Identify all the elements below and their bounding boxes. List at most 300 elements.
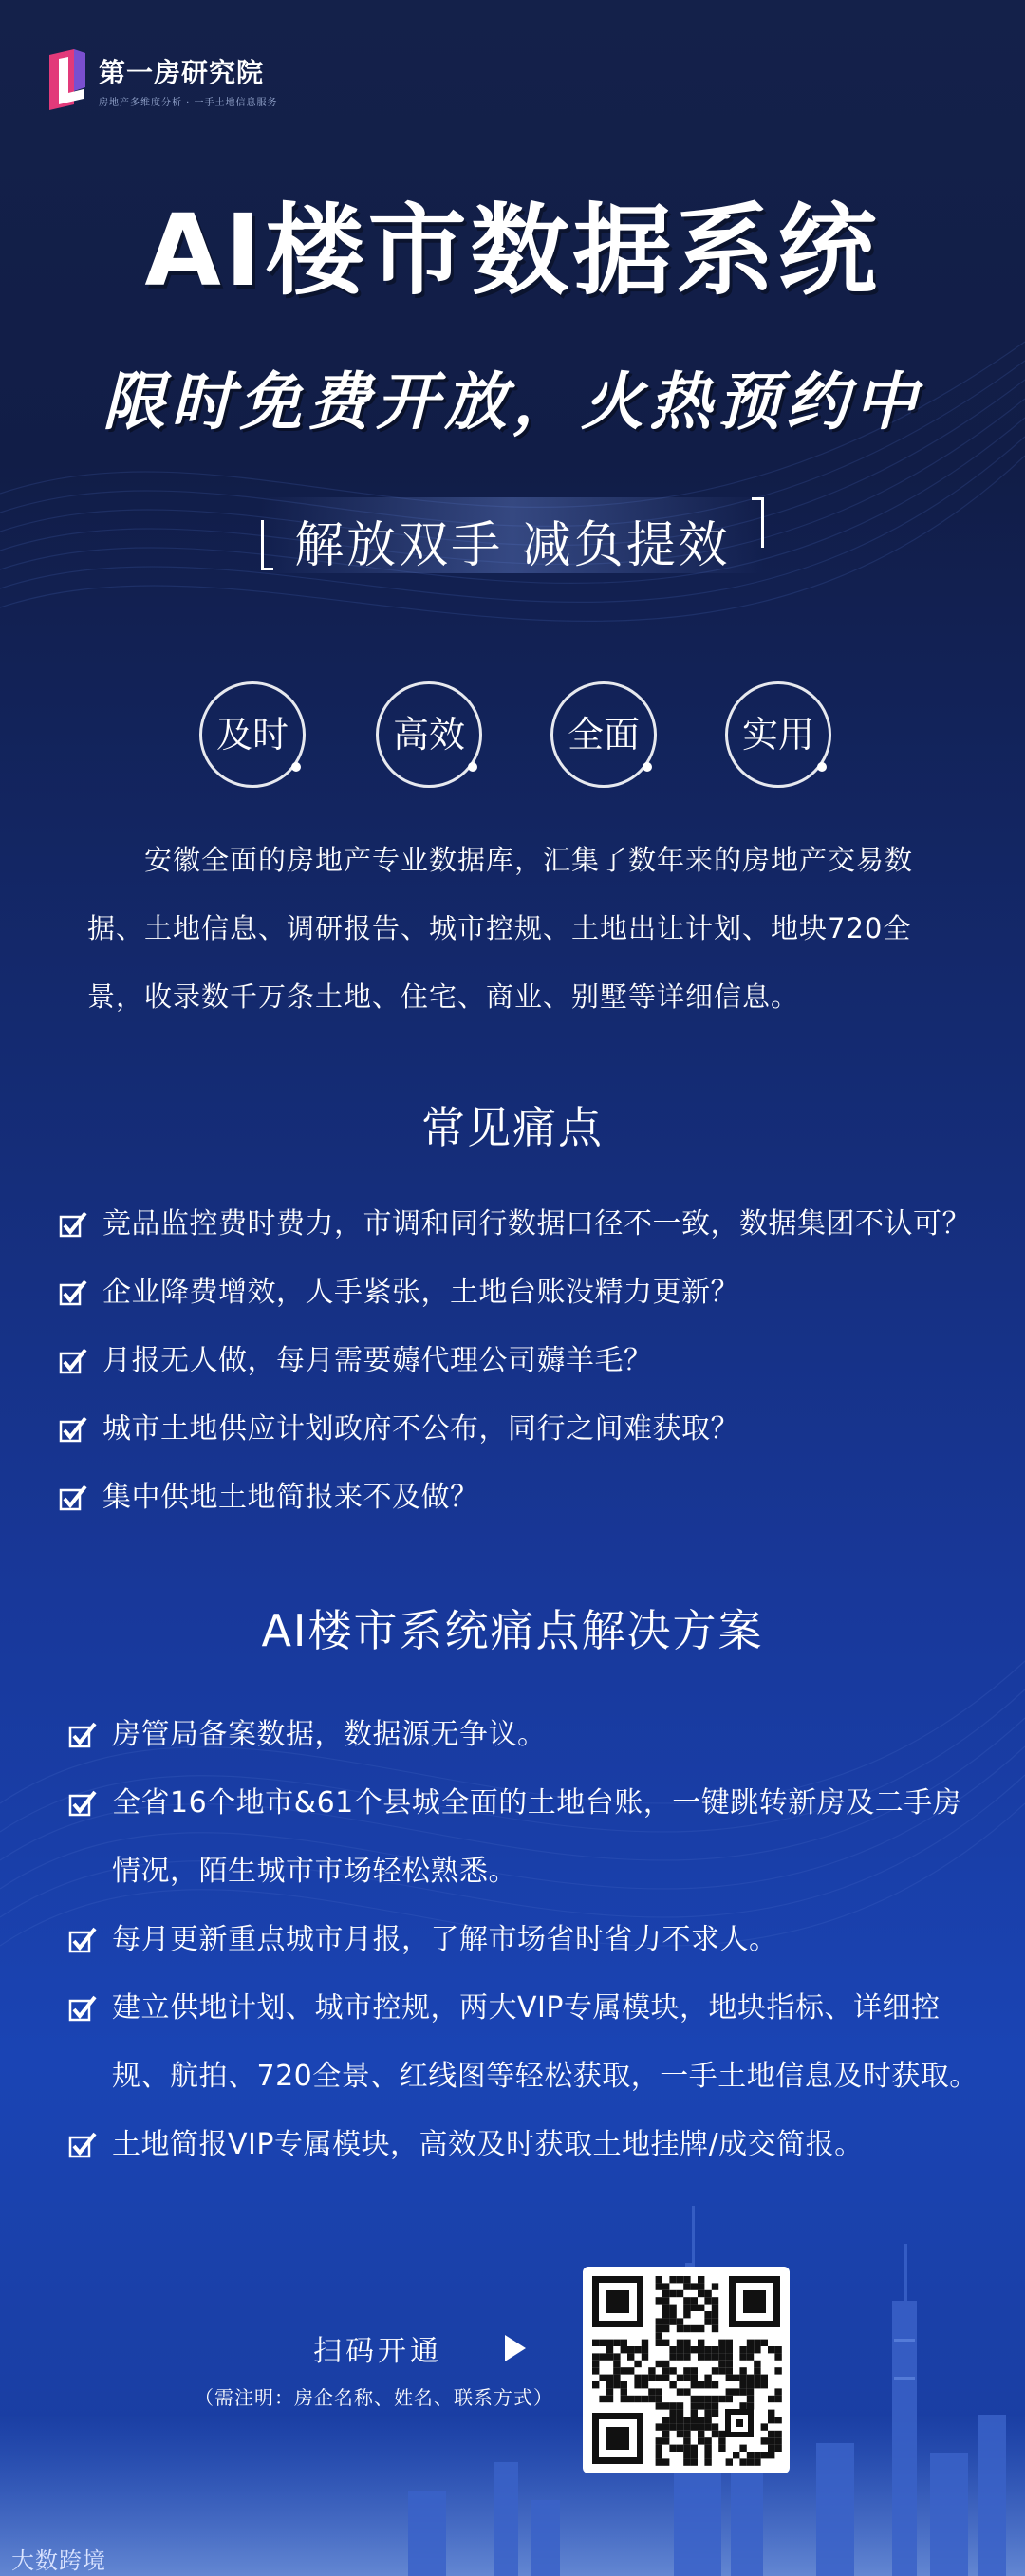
qr-module (656, 2445, 662, 2452)
qr-module (656, 2375, 662, 2381)
solution-text: 全省16个地市&61个县城全面的土地台账，一键跳转新房及二手房情况，陌生城市市场轻松熟悉。 (112, 1786, 962, 1888)
qr-module (704, 2458, 711, 2465)
qr-module (621, 2367, 627, 2374)
qr-module (712, 2431, 718, 2437)
footer-watermark: 大数跨境 (11, 2548, 106, 2574)
qr-module (669, 2353, 676, 2360)
qr-module (627, 2353, 634, 2360)
qr-module (634, 2381, 641, 2388)
qr-module (754, 2458, 760, 2465)
checkbox-checked-icon (68, 2132, 97, 2160)
qr-module (683, 2367, 690, 2374)
list-item (59, 1259, 979, 1327)
qr-module (726, 2346, 733, 2353)
qr-module (677, 2388, 683, 2395)
qr-module (662, 2431, 669, 2437)
qr-module (739, 2375, 746, 2381)
qr-module (662, 2283, 669, 2289)
qr-module (621, 2388, 627, 2395)
qr-module (656, 2340, 662, 2346)
qr-module (733, 2388, 739, 2395)
qr-module (634, 2346, 641, 2353)
tagline-banner (261, 497, 764, 573)
qr-module (747, 2452, 754, 2458)
qr-module (642, 2381, 648, 2388)
qr-module (606, 2346, 613, 2353)
qr-module (677, 2325, 683, 2332)
pain-points-list (59, 1190, 979, 1532)
dot-icon (643, 762, 652, 772)
qr-code[interactable] (583, 2267, 790, 2473)
qr-module (704, 2423, 711, 2430)
qr-module (698, 2283, 704, 2289)
qr-module (704, 2290, 711, 2297)
feature-label: 全面 (567, 714, 640, 756)
bracket-right-decoration (752, 497, 764, 548)
qr-module (747, 2396, 754, 2402)
qr-module (683, 2305, 690, 2311)
qr-module (677, 2318, 683, 2324)
qr-module (768, 2396, 774, 2402)
qr-module (613, 2375, 620, 2381)
qr-module (669, 2417, 676, 2423)
qr-module (739, 2445, 746, 2452)
qr-module (683, 2458, 690, 2465)
qr-module (726, 2367, 733, 2374)
qr-module (739, 2353, 746, 2360)
qr-module (698, 2437, 704, 2444)
qr-module (712, 2381, 718, 2388)
qr-module (726, 2458, 733, 2465)
pain-point-text: 城市土地供应计划政府不公布，同行之间难获取？ (102, 1412, 739, 1446)
qr-module (662, 2340, 669, 2346)
qr-module (698, 2381, 704, 2388)
qr-module (698, 2396, 704, 2402)
qr-module (683, 2340, 690, 2346)
qr-module (704, 2452, 711, 2458)
qr-module (656, 2423, 662, 2430)
qr-module (698, 2276, 704, 2283)
qr-module (669, 2346, 676, 2353)
list-item (68, 2111, 979, 2179)
dot-icon (817, 762, 827, 772)
list-item (59, 1190, 979, 1259)
qr-module (698, 2325, 704, 2332)
checkbox-checked-icon (59, 1211, 87, 1240)
checkbox-checked-icon (68, 1995, 97, 2024)
qr-module (768, 2431, 774, 2437)
qr-module (704, 2353, 711, 2360)
qr-module (677, 2402, 683, 2409)
qr-module (768, 2410, 774, 2417)
qr-module (718, 2445, 725, 2452)
qr-module (683, 2431, 690, 2437)
qr-module (669, 2318, 676, 2324)
qr-module (599, 2375, 606, 2381)
qr-module (691, 2305, 698, 2311)
qr-module (691, 2445, 698, 2452)
qr-module (739, 2388, 746, 2395)
qr-module (754, 2375, 760, 2381)
qr-module (691, 2423, 698, 2430)
qr-module (704, 2445, 711, 2452)
qr-module (606, 2396, 613, 2402)
intro-paragraph: 安徽全面的房地产专业数据库，汇集了数年来的房地产交易数据、土地信息、调研报告、城市控规、土地出让计划、地块720全景，收录数千万条土地、住宅、商业、别墅等详细信息。 (87, 844, 914, 1013)
qr-module (712, 2410, 718, 2417)
qr-module (599, 2396, 606, 2402)
qr-module (648, 2396, 655, 2402)
qr-module (712, 2311, 718, 2318)
qr-module (669, 2381, 676, 2388)
qr-module (677, 2423, 683, 2430)
qr-module (683, 2311, 690, 2318)
qr-module (691, 2367, 698, 2374)
feature-circle-efficient (376, 681, 482, 788)
qr-module (718, 2396, 725, 2402)
qr-module (774, 2431, 781, 2437)
pain-point-text: 月报无人做，每月需要薅代理公司薅羊毛？ (102, 1344, 653, 1377)
list-item (59, 1327, 979, 1395)
qr-module (656, 2318, 662, 2324)
checkbox-checked-icon (68, 1790, 97, 1819)
qr-module (627, 2396, 634, 2402)
qr-module (656, 2402, 662, 2409)
qr-module (747, 2340, 754, 2346)
qr-module (712, 2402, 718, 2409)
qr-module (669, 2402, 676, 2409)
qr-module (669, 2276, 676, 2283)
qr-module (747, 2458, 754, 2465)
qr-module (662, 2375, 669, 2381)
qr-module (712, 2305, 718, 2311)
qr-module (774, 2346, 781, 2353)
qr-module (662, 2437, 669, 2444)
qr-module (768, 2437, 774, 2444)
qr-module (669, 2445, 676, 2452)
qr-module (683, 2388, 690, 2395)
qr-module (712, 2283, 718, 2289)
checkbox-checked-icon (59, 1416, 87, 1445)
qr-module (683, 2423, 690, 2430)
list-item (59, 1464, 979, 1532)
qr-module (662, 2318, 669, 2324)
qr-module (747, 2346, 754, 2353)
qr-module (683, 2353, 690, 2360)
qr-module (698, 2290, 704, 2297)
solutions-title: AI楼市系统痛点解决方案 (261, 1605, 764, 1656)
feature-label: 高效 (392, 714, 465, 756)
qr-module (726, 2340, 733, 2346)
qr-module (691, 2396, 698, 2402)
qr-module (613, 2367, 620, 2374)
qr-module (621, 2340, 627, 2346)
qr-module (656, 2332, 662, 2339)
qr-module (599, 2353, 606, 2360)
qr-module (718, 2346, 725, 2353)
qr-module (747, 2375, 754, 2381)
qr-module (726, 2388, 733, 2395)
qr-module (642, 2340, 648, 2346)
qr-module (648, 2375, 655, 2381)
qr-module (718, 2437, 725, 2444)
qr-module (698, 2340, 704, 2346)
qr-module (768, 2417, 774, 2423)
qr-module (599, 2340, 606, 2346)
qr-module (698, 2353, 704, 2360)
list-item (68, 1974, 979, 2111)
solutions-list (68, 1701, 979, 2179)
qr-module (662, 2325, 669, 2332)
qr-module (704, 2381, 711, 2388)
qr-module (642, 2375, 648, 2381)
qr-module (712, 2423, 718, 2430)
feature-circle-comprehensive (550, 681, 657, 788)
dot-icon (468, 762, 477, 772)
qr-module (712, 2396, 718, 2402)
list-item (59, 1395, 979, 1464)
qr-module (662, 2297, 669, 2304)
feature-circle-timely (199, 681, 306, 788)
solution-text: 土地简报VIP专属模块，高效及时获取土地挂牌/成交简报。 (112, 2128, 864, 2161)
qr-module (698, 2402, 704, 2409)
qr-module (768, 2346, 774, 2353)
qr-module (718, 2340, 725, 2346)
checkbox-checked-icon (59, 1348, 87, 1376)
qr-module (739, 2346, 746, 2353)
qr-module (774, 2396, 781, 2402)
qr-module (656, 2396, 662, 2402)
qr-module (669, 2423, 676, 2430)
qr-module (761, 2423, 768, 2430)
checkbox-checked-icon (68, 1927, 97, 1955)
qr-module (691, 2417, 698, 2423)
qr-module (592, 2340, 599, 2346)
qr-module (754, 2367, 760, 2374)
list-item (68, 1769, 979, 1906)
qr-module (718, 2431, 725, 2437)
qr-module (683, 2325, 690, 2332)
qr-module (704, 2410, 711, 2417)
qr-module (683, 2346, 690, 2353)
qr-module (592, 2353, 599, 2360)
qr-module (662, 2417, 669, 2423)
list-item (68, 1701, 979, 1769)
dot-icon (291, 762, 301, 772)
qr-module (726, 2361, 733, 2367)
qr-module (733, 2452, 739, 2458)
qr-module (761, 2340, 768, 2346)
qr-module (747, 2402, 754, 2409)
qr-module (677, 2290, 683, 2297)
qr-module (642, 2346, 648, 2353)
qr-module (662, 2290, 669, 2297)
qr-module (683, 2417, 690, 2423)
qr-module (712, 2325, 718, 2332)
qr-module (677, 2276, 683, 2283)
qr-module (656, 2283, 662, 2289)
qr-module (712, 2353, 718, 2360)
qr-module (739, 2458, 746, 2465)
qr-module (774, 2417, 781, 2423)
qr-module (726, 2353, 733, 2360)
qr-module (621, 2381, 627, 2388)
qr-module (656, 2458, 662, 2465)
qr-module (677, 2431, 683, 2437)
qr-module (712, 2346, 718, 2353)
qr-module (677, 2375, 683, 2381)
qr-module (698, 2305, 704, 2311)
qr-module (656, 2452, 662, 2458)
checkbox-checked-icon (59, 1279, 87, 1308)
feature-label: 实用 (741, 714, 814, 756)
qr-module (754, 2340, 760, 2346)
qr-module (754, 2452, 760, 2458)
qr-module (613, 2340, 620, 2346)
qr-module (774, 2445, 781, 2452)
qr-module (656, 2325, 662, 2332)
feature-circles (0, 681, 1025, 805)
arrow-right-icon (505, 2335, 526, 2361)
qr-module (634, 2361, 641, 2367)
qr-module (677, 2340, 683, 2346)
qr-module (656, 2388, 662, 2395)
cta-note: （需注明：房企名称、姓名、联系方式） (195, 2386, 553, 2409)
qr-module (683, 2437, 690, 2444)
qr-module (592, 2361, 599, 2367)
qr-module (606, 2340, 613, 2346)
qr-module (754, 2346, 760, 2353)
qr-module (774, 2367, 781, 2374)
solution-text: 建立供地计划、城市控规，两大VIP专属模块，地块指标、详细控规、航拍、720全景、红线图等轻松获取，一手土地信息及时获取。 (112, 1991, 978, 2093)
qr-module (606, 2381, 613, 2388)
qr-module (774, 2437, 781, 2444)
qr-module (669, 2311, 676, 2318)
qr-module (704, 2417, 711, 2423)
pain-point-text: 企业降费增效，人手紧张，土地台账没精力更新？ (102, 1276, 739, 1309)
qr-module (648, 2388, 655, 2395)
pain-point-text: 竞品监控费时费力，市调和同行数据口径不一致，数据集团不认可？ (102, 1207, 971, 1241)
logo-slogan: 房地产多维度分析 · 一手土地信息服务 (99, 97, 278, 108)
qr-module (768, 2445, 774, 2452)
page-subtitle: 限时免费开放，火热预约中 (102, 365, 922, 439)
solution-text: 房管局备案数据，数据源无争议。 (112, 1718, 547, 1751)
tagline-text: 解放双手 减负提效 (294, 517, 731, 574)
pain-point-text: 集中供地土地简报来不及做？ (102, 1481, 479, 1514)
qr-module (627, 2367, 634, 2374)
qr-module (774, 2353, 781, 2360)
qr-module (656, 2276, 662, 2283)
qr-module (613, 2361, 620, 2367)
qr-module (698, 2431, 704, 2437)
qr-module (739, 2381, 746, 2388)
qr-module (683, 2297, 690, 2304)
qr-module (662, 2402, 669, 2409)
qr-module (733, 2375, 739, 2381)
qr-module (739, 2367, 746, 2374)
qr-module (768, 2452, 774, 2458)
qr-module (677, 2410, 683, 2417)
qr-module (774, 2388, 781, 2395)
logo-mark-icon (46, 49, 87, 110)
checkbox-checked-icon (59, 1484, 87, 1513)
qr-module (683, 2283, 690, 2289)
logo-name: 第一房研究院 (99, 56, 265, 88)
qr-module (621, 2396, 627, 2402)
qr-module (677, 2445, 683, 2452)
qr-module (704, 2402, 711, 2409)
qr-module (704, 2375, 711, 2381)
qr-module (621, 2346, 627, 2353)
qr-module (606, 2353, 613, 2360)
qr-module (747, 2381, 754, 2388)
qr-module (698, 2423, 704, 2430)
qr-module (761, 2452, 768, 2458)
qr-module (718, 2367, 725, 2374)
qr-module (662, 2423, 669, 2430)
qr-module (662, 2458, 669, 2465)
qr-module (642, 2396, 648, 2402)
qr-module (698, 2346, 704, 2353)
qr-module (677, 2353, 683, 2360)
qr-module (613, 2381, 620, 2388)
qr-module (606, 2388, 613, 2395)
checkbox-checked-icon (68, 1722, 97, 1750)
qr-module (754, 2361, 760, 2367)
qr-module (754, 2381, 760, 2388)
qr-module (712, 2297, 718, 2304)
pain-points-title: 常见痛点 (421, 1102, 604, 1153)
qr-module (704, 2437, 711, 2444)
qr-module (704, 2297, 711, 2304)
scan-to-activate-label: 扫码开通 (313, 2335, 442, 2368)
qr-module (691, 2325, 698, 2332)
qr-module (669, 2367, 676, 2374)
qr-module (698, 2417, 704, 2423)
qr-module (642, 2353, 648, 2360)
list-item (68, 1906, 979, 1974)
qr-module (669, 2290, 676, 2297)
qr-module (648, 2367, 655, 2374)
qr-module (739, 2402, 746, 2409)
qr-module (677, 2417, 683, 2423)
qr-module (726, 2396, 733, 2402)
qr-module (718, 2361, 725, 2367)
qr-module (683, 2452, 690, 2458)
qr-module (634, 2375, 641, 2381)
qr-module (691, 2410, 698, 2417)
qr-module (712, 2367, 718, 2374)
qr-module (718, 2353, 725, 2360)
qr-module (726, 2375, 733, 2381)
qr-module (683, 2375, 690, 2381)
qr-module (669, 2305, 676, 2311)
qr-module (634, 2396, 641, 2402)
qr-module (691, 2458, 698, 2465)
qr-module (677, 2346, 683, 2353)
qr-module (704, 2346, 711, 2353)
qr-module (683, 2276, 690, 2283)
qr-module (669, 2410, 676, 2417)
qr-module (704, 2318, 711, 2324)
qr-module (691, 2381, 698, 2388)
qr-module (606, 2375, 613, 2381)
qr-module (691, 2297, 698, 2304)
qr-module (613, 2353, 620, 2360)
feature-label: 及时 (215, 714, 289, 756)
qr-module (761, 2437, 768, 2444)
qr-module (747, 2353, 754, 2360)
qr-module (627, 2346, 634, 2353)
